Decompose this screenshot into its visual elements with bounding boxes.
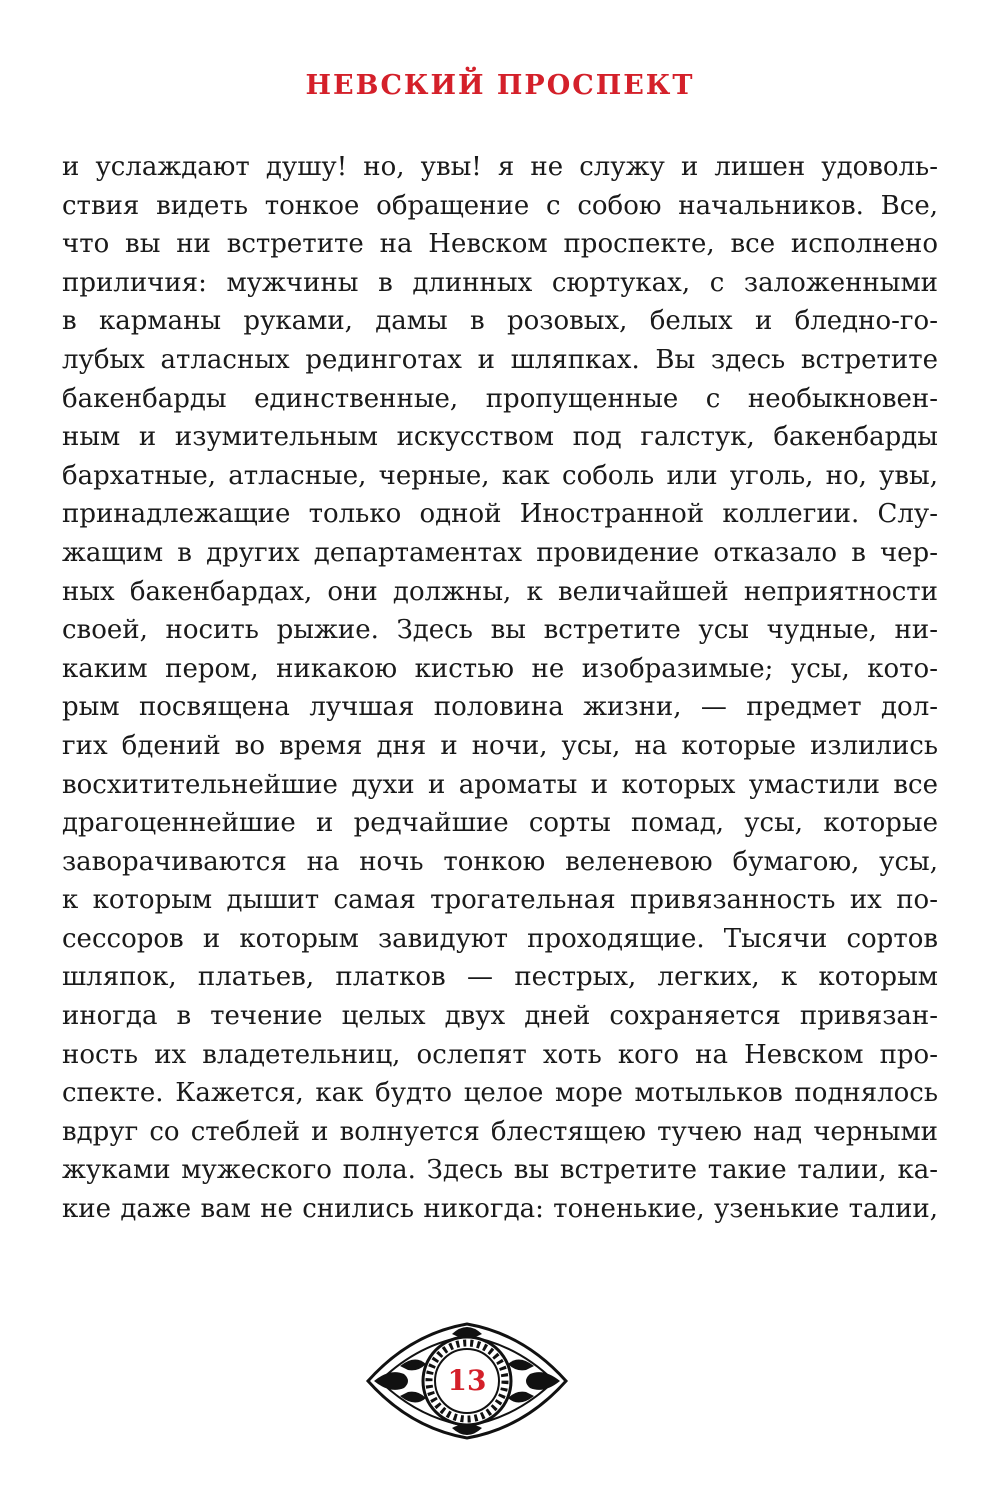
text-line: гих бдений во время дня и ночи, усы, на которые излились <box>62 730 938 761</box>
text-line: драгоценнейшие и редчайшие сорты помад, усы, которые <box>62 808 938 839</box>
text-line: иногда в течение целых двух дней сохраняется привязан- <box>62 1001 938 1032</box>
text-line: жащим в других департаментах провидение отказало в чер- <box>62 537 938 568</box>
text-line: бархатные, атласные, черные, как соболь или уголь, но, увы, <box>62 460 938 491</box>
text-line: бакенбарды единственные, пропущенные с необыкновен- <box>62 383 938 414</box>
text-line: принадлежащие только одной Иностранной коллегии. Слу- <box>62 499 938 530</box>
text-line: каким пером, никакою кистью не изобразимые; усы, кото- <box>62 653 938 684</box>
text-line: приличия: мужчины в длинных сюртуках, с заложенными <box>62 267 938 298</box>
text-line: к которым дышит самая трогательная привязанность их по- <box>62 885 938 916</box>
text-line: лубых атласных рединготах и шляпках. Вы здесь встретите <box>62 344 938 375</box>
text-line: в карманы руками, дамы в розовых, белых и бледно-го- <box>62 306 938 337</box>
text-line: и услаждают душу! но, увы! я не служу и лишен удоволь- <box>62 152 938 182</box>
text-line: шляпок, платьев, платков — пестрых, легких, к которым <box>62 962 938 993</box>
text-line: рым посвящена лучшая половина жизни, — предмет дол- <box>62 692 938 723</box>
text-line: сессоров и которым завидуют проходящие. Тысячи сортов <box>62 923 938 954</box>
text-line: восхитительнейшие духи и ароматы и которых умастили все <box>62 769 938 800</box>
text-line: ствия видеть тонкое обращение с собою начальников. Все, <box>62 190 938 221</box>
running-head-title: НЕВСКИЙ ПРОСПЕКТ <box>305 70 695 101</box>
text-line: вдруг со стеблей и волнуется блестящею тучею над черными <box>62 1116 938 1147</box>
text-line: спекте. Кажется, как будто целое море мотыльков поднялось <box>62 1078 938 1109</box>
text-line: что вы ни встретите на Невском проспекте, все исполнено <box>62 229 938 260</box>
body-text <box>62 148 938 1229</box>
text-line: жуками мужеского пола. Здесь вы встретите такие талии, ка- <box>62 1155 938 1186</box>
text-line: ным и изумительным искусством под галстук, бакенбарды <box>62 422 938 453</box>
text-line: ность их владетельниц, ослепят хоть кого на Невском про- <box>62 1039 938 1070</box>
text-line: своей, носить рыжие. Здесь вы встретите усы чудные, ни- <box>62 615 938 646</box>
page-number: 13 <box>447 1364 487 1397</box>
text-line: кие даже вам не снились никогда: тоненькие, узенькие талии, <box>62 1194 938 1225</box>
text-line: ных бакенбардах, они должны, к величайшей неприятности <box>62 576 938 607</box>
text-line: заворачиваются на ночь тонкою веленевою бумагою, усы, <box>62 846 938 877</box>
